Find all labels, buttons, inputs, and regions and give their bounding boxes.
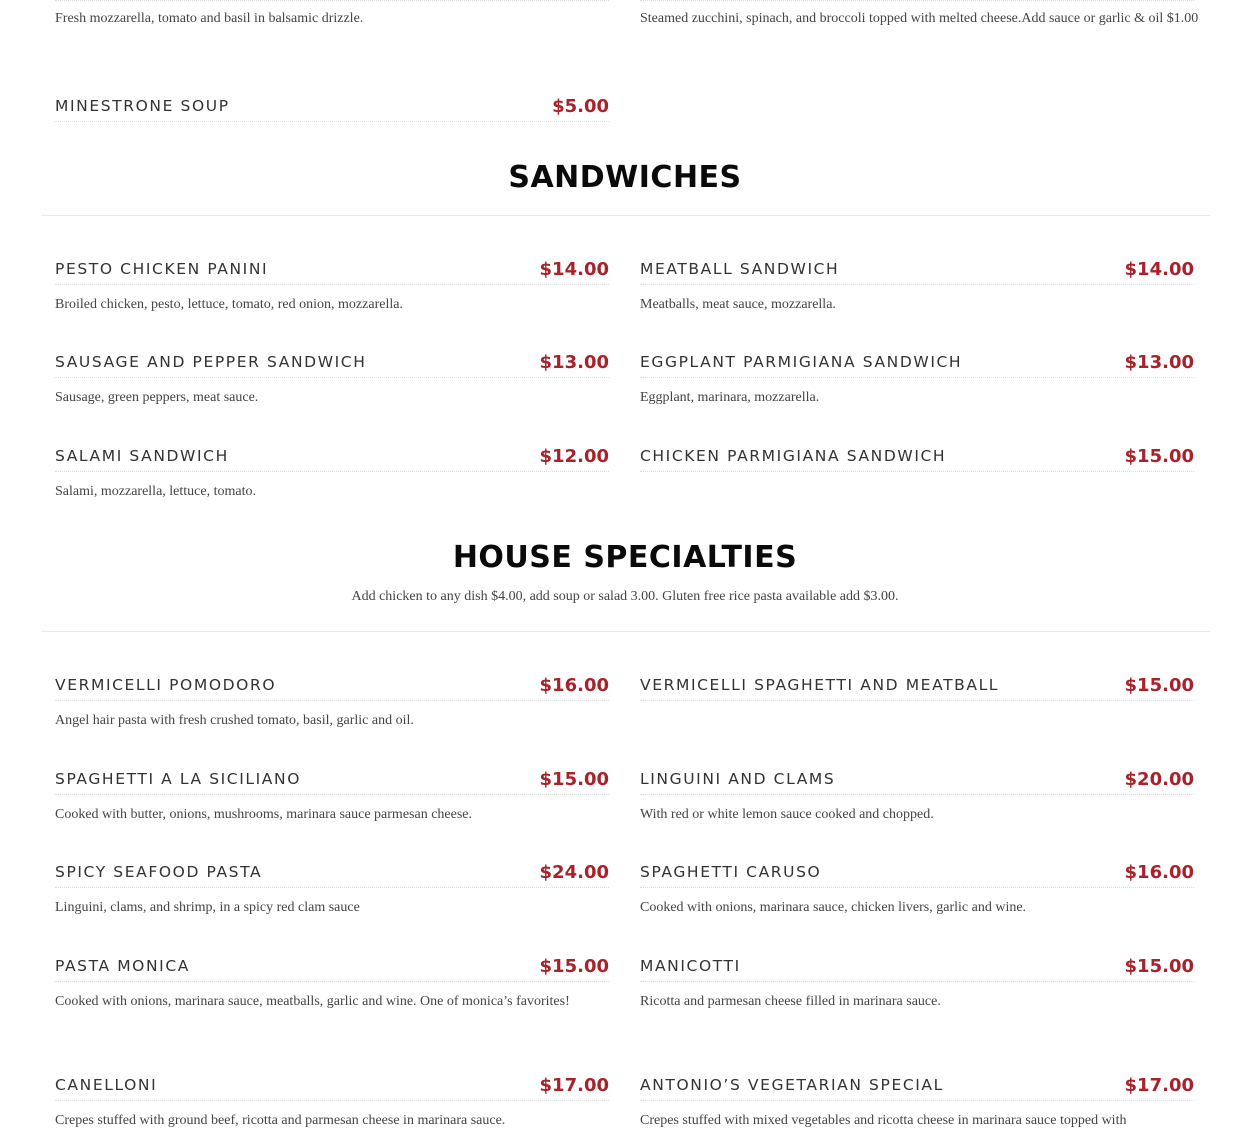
item-price: $15.00 (1117, 675, 1194, 697)
dotted-leader (55, 887, 609, 888)
item-price: $14.00 (532, 259, 609, 281)
item-price: $12.00 (532, 446, 609, 468)
item-name: MEATBALL SANDWICH (640, 260, 840, 278)
item-price: $24.00 (532, 862, 609, 884)
section-divider (41, 215, 1210, 216)
item-description: Steamed zucchini, spinach, and broccoli topped with melted cheese.Add sauce or garlic & oil $1.00 (640, 11, 1199, 26)
top-right-rule (640, 0, 1194, 1)
item-name: SALAMI SANDWICH (55, 447, 229, 465)
item-description: Linguini, clams, and shrimp, in a spicy red clam sauce (55, 900, 360, 915)
item-name: MANICOTTI (640, 957, 741, 975)
dotted-leader (55, 377, 609, 378)
section-title-sandwiches: SANDWICHES (508, 160, 742, 195)
item-name: PESTO CHICKEN PANINI (55, 260, 269, 278)
item-name: CHICKEN PARMIGIANA SANDWICH (640, 447, 947, 465)
item-description: Sausage, green peppers, meat sauce. (55, 390, 259, 405)
dotted-leader (55, 700, 609, 701)
dotted-leader (640, 471, 1194, 472)
dotted-leader (640, 981, 1194, 982)
item-name: VERMICELLI SPAGHETTI AND MEATBALL (640, 676, 1000, 694)
item-price: $15.00 (1117, 446, 1194, 468)
item-name: MINESTRONE SOUP (55, 97, 230, 115)
item-name: SAUSAGE AND PEPPER SANDWICH (55, 353, 367, 371)
item-name: CANELLONI (55, 1076, 158, 1094)
item-description: Angel hair pasta with fresh crushed tomato, basil, garlic and oil. (55, 713, 414, 728)
item-description: Broiled chicken, pesto, lettuce, tomato, red onion, mozzarella. (55, 297, 403, 312)
item-price: $17.00 (1117, 1075, 1194, 1097)
dotted-leader (640, 284, 1194, 285)
dotted-leader (640, 700, 1194, 701)
item-price: $15.00 (532, 769, 609, 791)
item-name: SPAGHETTI CARUSO (640, 863, 822, 881)
dotted-leader (640, 377, 1194, 378)
dotted-leader (55, 284, 609, 285)
item-name: SPAGHETTI A LA SICILIANO (55, 770, 302, 788)
item-price: $16.00 (1117, 862, 1194, 884)
item-name: EGGPLANT PARMIGIANA SANDWICH (640, 353, 963, 371)
item-description: Cooked with onions, marinara sauce, meatballs, garlic and wine. One of monica’s favorites! (55, 994, 570, 1009)
item-price: $16.00 (532, 675, 609, 697)
item-price: $13.00 (1117, 352, 1194, 374)
dotted-leader (640, 1100, 1194, 1101)
dotted-leader (55, 121, 609, 122)
item-name: VERMICELLI POMODORO (55, 676, 277, 694)
item-name: LINGUINI AND CLAMS (640, 770, 836, 788)
dotted-leader (55, 1100, 609, 1101)
item-name: SPICY SEAFOOD PASTA (55, 863, 263, 881)
item-price: $14.00 (1117, 259, 1194, 281)
section-title-house-specialties: HOUSE SPECIALTIES (452, 540, 798, 575)
item-description: Crepes stuffed with ground beef, ricotta and parmesan cheese in marinara sauce. (55, 1113, 506, 1128)
dotted-leader (640, 794, 1194, 795)
item-description: Meatballs, meat sauce, mozzarella. (640, 297, 836, 312)
dotted-leader (55, 794, 609, 795)
item-price: $17.00 (532, 1075, 609, 1097)
top-left-rule (55, 0, 609, 1)
item-description: Eggplant, marinara, mozzarella. (640, 390, 820, 405)
item-description: Cooked with onions, marinara sauce, chicken livers, garlic and wine. (640, 900, 1027, 915)
item-description: Cooked with butter, onions, mushrooms, marinara sauce parmesan cheese. (55, 807, 472, 822)
item-price: $5.00 (544, 96, 609, 118)
dotted-leader (55, 471, 609, 472)
item-price: $20.00 (1117, 769, 1194, 791)
item-price: $13.00 (532, 352, 609, 374)
item-description: Crepes stuffed with mixed vegetables and ricotta cheese in marinara sauce topped with (640, 1113, 1127, 1128)
item-name: ANTONIO’S VEGETARIAN SPECIAL (640, 1076, 944, 1094)
section-note: Add chicken to any dish $4.00, add soup or salad 3.00. Gluten free rice pasta available add $3.00. (351, 589, 899, 604)
item-description: Ricotta and parmesan cheese filled in marinara sauce. (640, 994, 941, 1009)
item-price: $15.00 (1117, 956, 1194, 978)
item-price: $15.00 (532, 956, 609, 978)
item-description: With red or white lemon sauce cooked and chopped. (640, 807, 934, 822)
section-divider (41, 631, 1210, 632)
item-description: Salami, mozzarella, lettuce, tomato. (55, 484, 256, 499)
item-name: PASTA MONICA (55, 957, 190, 975)
item-description: Fresh mozzarella, tomato and basil in balsamic drizzle. (55, 11, 364, 26)
dotted-leader (55, 981, 609, 982)
dotted-leader (640, 887, 1194, 888)
